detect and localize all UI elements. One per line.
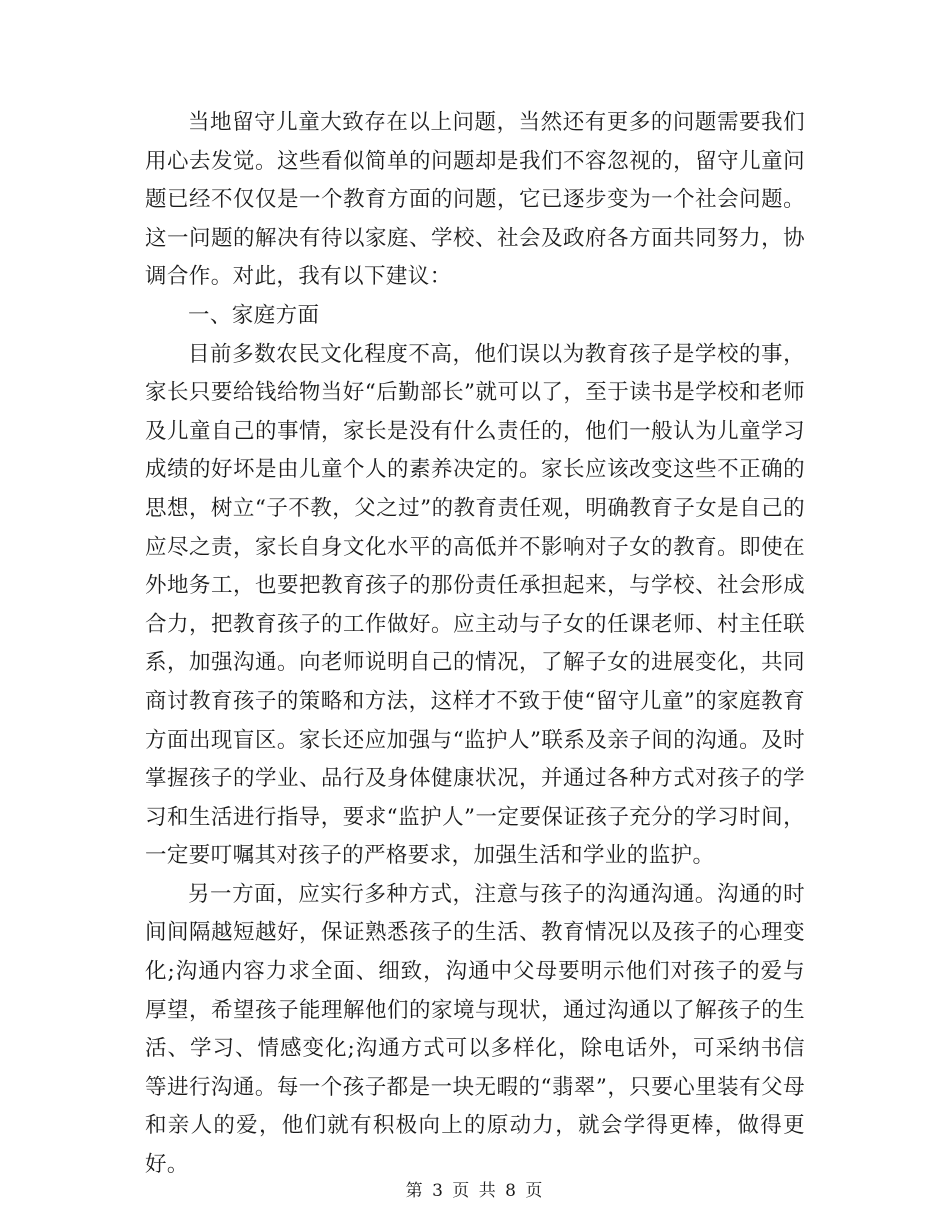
paragraph-communication: 另一方面，应实行多种方式，注意与孩子的沟通沟通。沟通的时间间隔越短越好，保证熟悉孩子的生活、教育情况以及孩子的心理变化;沟通内容力求全面、细致，沟通中父母要明示他们对孩子的爱与厚望，希望孩子能理解他们的家境与现状，通过沟通以了解孩子的生活、学习、情感变化;沟通方式可以多样化，除电话外，可采纳书信等进行沟通。每一个孩子都是一块无暇的“翡翠”，只要心里装有父母和亲人的爱，他们就有积极向上的原动力，就会学得更棒，做得更好。 — [145, 881, 805, 1178]
document-body — [145, 104, 805, 1185]
paragraph-intro: 当地留守儿童大致存在以上问题，当然还有更多的问题需要我们用心去发觉。这些看似简单的问题却是我们不容忽视的，留守儿童问题已经不仅仅是一个教育方面的问题，它已逐步变为一个社会问题。这一问题的解决有待以家庭、学校、社会及政府各方面共同努力，协调合作。对此，我有以下建议： — [145, 110, 805, 290]
section-heading-family: 一、家庭方面 — [188, 302, 320, 328]
paragraph-family-responsibility: 目前多数农民文化程度不高，他们误以为教育孩子是学校的事，家长只要给钱给物当好“后勤部长”就可以了，至于读书是学校和老师及儿童自己的事情，家长是没有什么责任的，他们一般认为儿童学习成绩的好坏是由儿童个人的素养决定的。家长应该改变这些不正确的思想，树立“子不教，父之过”的教育责任观，明确教育子女是自己的应尽之责，家长自身文化水平的高低并不影响对子女的教育。即使在外地务工，也要把教育孩子的那份责任承担起来，与学校、社会形成合力，把教育孩子的工作做好。应主动与子女的任课老师、村主任联系，加强沟通。向老师说明自己的情况，了解子女的进展变化，共同商讨教育孩子的策略和方法，这样才不致于使“留守儿童”的家庭教育方面出现盲区。家长还应加强与“监护人”联系及亲子间的沟通。及时掌握孩子的学业、品行及身体健康状况，并通过各种方式对孩子的学习和生活进行指导，要求“监护人”一定要保证孩子充分的学习时间，一定要叮嘱其对孩子的严格要求，加强生活和学业的监护。 — [145, 341, 805, 869]
page-footer: 第 3 页 共 8 页 — [405, 1181, 545, 1201]
